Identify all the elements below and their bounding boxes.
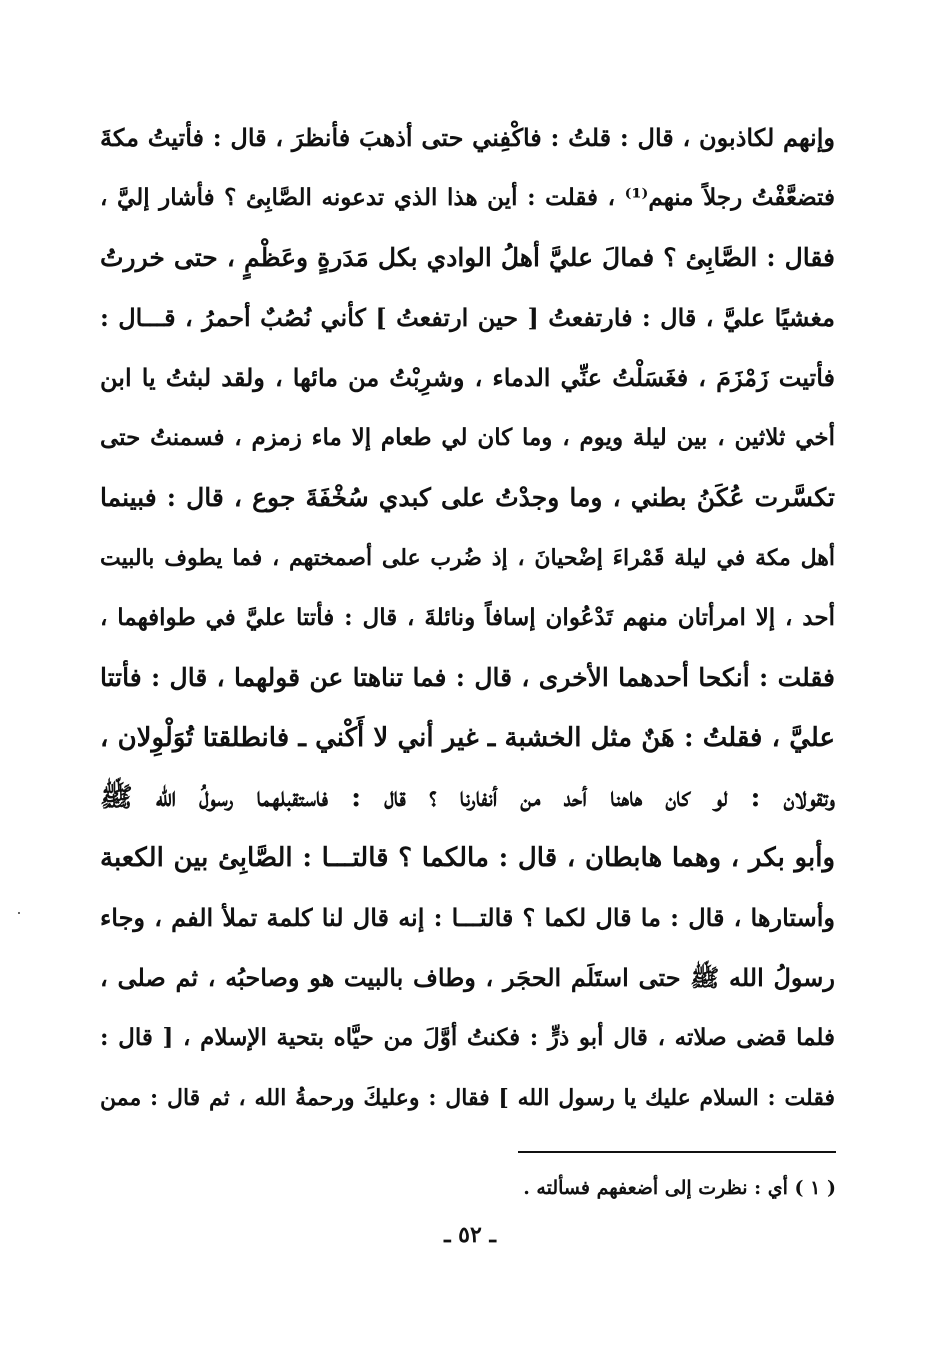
text-line: وتقولان : لو كان هاهنا أحد من أنفارنا ؟ قال : فاستقبلهما رسولُ الله ﷺ (100, 782, 835, 813)
text-line: فقلت : السلام عليك يا رسول الله ] فقال : وعليكَ ورحمةُ الله ، ثم قال : ممن (100, 1085, 835, 1111)
text-line: أحد ، إلا امرأتان منهم تَدْعُوان إسافاً ونائلةَ ، قال : فأتتا عليَّ في طوافهما ، (100, 604, 835, 631)
body-text (100, 108, 835, 1128)
page-number: ـ ٥٢ ـ (444, 1222, 496, 1248)
text-line: رسولُ الله ﷺ حتى استَلَم الحجَر ، وطاف بالبيت هو وصاحبُه ، ثم صلى ، (100, 963, 835, 992)
text-line: أخي ثلاثين ، بين ليلة ويوم ، وما كان لي طعام إلا ماء زمزم ، فسمنتُ حتى (100, 424, 835, 451)
text-line: عليَّ ، فقلتُ : هَنٌ مثل الخشبة ـ غير أني لا أَكْني ـ فانطلقتا تُوَلْوِلان ، (100, 723, 835, 753)
text-line: مغشيًا عليَّ ، قال : فارتفعتُ [ حين ارتفعتُ ] كأني نُصُبٌ أحمرُ ، قـــال : (100, 303, 835, 332)
text-line: وإنهم لكاذبون ، قال : قلتُ : فاكْفِني حتى أذهبَ فأنظرَ ، قال : فأتيتُ مكةَ (100, 123, 835, 152)
footnote: ( ١ ) أي : نظرت إلى أضعفهم فسألته . (523, 1177, 836, 1199)
text-line: فتضعَّفْتُ رجلاً منهم⁽¹⁾ ، فقلت : أين هذا الذي تدعونه الصَّابِئ ؟ فأشار إليَّ ، (100, 184, 835, 211)
text-line: فقلت : أنكحا أحدهما الأخرى ، قال : فما تناهتا عن قولهما ، قال : فأتتا (100, 663, 835, 692)
footnote-divider (518, 1151, 836, 1153)
text-line: فقال : الصَّابِئ ؟ فمالَ عليَّ أهلُ الوادي بكل مَدَرةٍ وعَظْمٍ ، حتى خررتُ (100, 243, 835, 272)
text-line: وأبو بكر ، وهما هابطان ، قال : مالكما ؟ قالتـــا : الصَّابِئ بين الكعبة (100, 843, 835, 873)
text-line: فأتيت زَمْزَمَ ، فغَسَلْتُ عنِّي الدماء ، وشرِبْتُ من مائها ، ولقد لبثتُ يا ابن (100, 363, 835, 392)
text-line: أهل مكة في ليلة قَمْراءَ إضْحيانَ ، إذ ضُرب على أصمختهم ، فما يطوف بالبيت (100, 545, 835, 571)
text-line: تكسَّرت عُكَنُ بطني ، وما وجدْتُ على كبدي سُخْفَةَ جوع ، قال : فبينما (100, 483, 835, 512)
margin-mark (18, 912, 20, 914)
text-line: فلما قضى صلاته ، قال أبو ذرٍّ : فكنتُ أوَّلَ من حيَّاه بتحية الإسلام ، [ قال : (100, 1024, 835, 1051)
text-line: وأستارها ، قال : ما قال لكما ؟ قالتـــا : إنه قال لنا كلمة تملأ الفم ، وجاء (100, 903, 835, 932)
